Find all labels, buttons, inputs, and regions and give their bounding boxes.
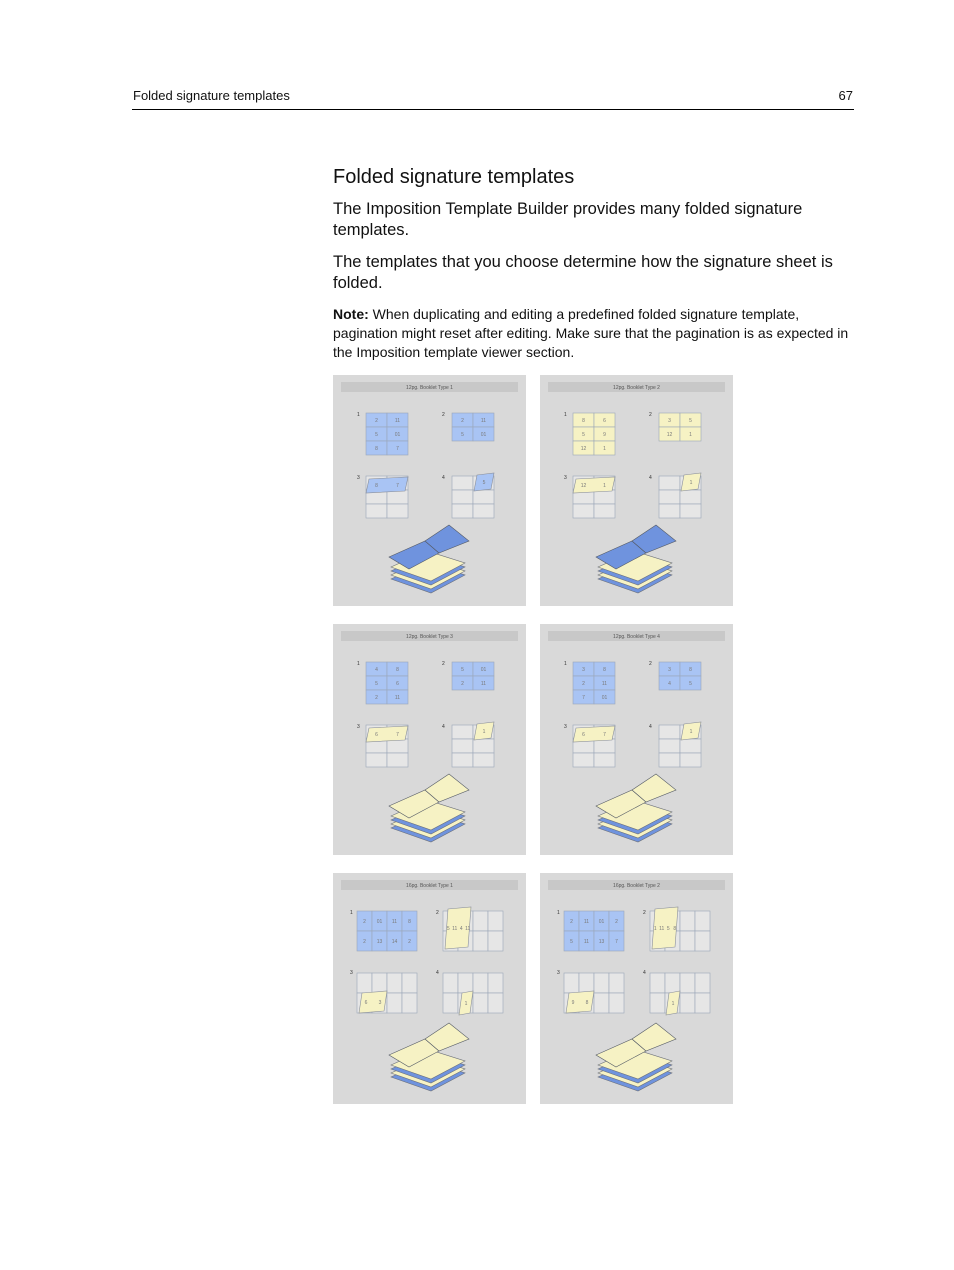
page-cell [594,504,615,518]
page-number-label: 12 [580,446,587,452]
page-number-label: 01 [480,432,487,438]
page-cell [473,490,494,504]
folded-flap [573,477,615,493]
step-2-sheet [659,413,701,441]
note [333,305,853,362]
page-number-label: 2 [363,939,366,945]
page-number-label: 1 [482,729,486,735]
page-cell [650,993,665,1013]
page-cell [452,490,473,504]
page-number-label: 7 [603,732,606,738]
step-1-sheet [573,413,615,455]
diagram-title: 12pg. Booklet Type 3 [406,634,453,640]
page-number-label: 1 [689,729,693,735]
page-number-label: 11 [601,681,608,687]
page-cell [659,725,680,739]
step-number: 1 [557,910,560,916]
step-number: 3 [357,475,360,481]
page-number-label: 9 [603,432,606,438]
page-number-label: 13 [376,939,383,945]
step-3-fold [573,477,615,493]
page-cell [594,490,615,504]
page-number-label: 01 [394,432,401,438]
step-1-sheet [573,662,615,704]
page-cell [680,911,695,931]
step-3-fold [573,726,615,742]
folded-signature-3d [389,525,469,593]
page-cell [443,993,458,1013]
fold-diagram [540,624,733,855]
page-cell [579,973,594,993]
page-number-label: 5 [375,681,378,687]
page-number-label: 11 [465,926,471,932]
page-number-label: 14 [391,939,398,945]
page-number-label: 8 [582,418,585,424]
fold-diagram-panel [333,873,526,1104]
folded-signature-3d [389,774,469,842]
step-number: 3 [350,970,353,976]
note-label: Note: [333,306,369,322]
fold-diagram-panel [333,624,526,855]
page-number-label: 3 [668,667,671,673]
page-number-label: 11 [583,939,590,945]
page-cell [680,504,701,518]
page-cell [372,973,387,993]
page-number-label: 2 [570,919,573,925]
page-number-label: 11 [394,418,401,424]
folded-signature-figures [333,375,733,1105]
folded-flap [366,477,408,493]
page-number-label: 11 [480,418,487,424]
running-header [133,88,853,104]
page-cell [564,973,579,993]
page-cell [488,973,503,993]
step-number: 1 [350,910,353,916]
page-cell [680,931,695,951]
page-cell [659,739,680,753]
page-cell [680,490,701,504]
step-number: 1 [564,412,567,418]
step-number: 4 [643,970,646,976]
folded-flap [359,991,387,1013]
page-number-label: 3 [668,418,671,424]
page-cell [387,739,408,753]
page-number-label: 2 [461,418,464,424]
fold-diagram-panel [540,375,733,606]
step-number: 1 [357,661,360,667]
step-4-fold [474,473,494,491]
step-number: 2 [649,661,652,667]
step-number: 3 [357,724,360,730]
folded-signature-3d [596,1023,676,1091]
fold-diagram-panel [540,624,733,855]
page-number-label: 7 [396,446,399,452]
page-number-label: 8 [603,667,606,673]
running-title: Folded signature templates [133,88,290,103]
page-number-label: 2 [461,681,464,687]
step-number: 2 [442,661,445,667]
step-3-fold [566,991,594,1013]
page-number-label: 1 [653,926,657,932]
folded-flap [366,726,408,742]
page-cell [357,973,372,993]
page-cell [473,973,488,993]
page-number-label: 5 [689,681,692,687]
page-number-label: 8 [408,919,411,925]
diagram-title: 12pg. Booklet Type 1 [406,385,453,391]
page-cell [680,993,695,1013]
fold-diagram [333,873,526,1104]
page-number-label: 11 [394,695,401,701]
page-cell [659,753,680,767]
page-number-label: 8 [673,926,677,932]
step-number: 4 [442,475,445,481]
page-number-label: 11 [583,919,590,925]
step-number: 2 [442,412,445,418]
folded-flap [566,991,594,1013]
page-cell [473,993,488,1013]
page-number-label: 2 [375,695,378,701]
page-cell [366,504,387,518]
page-number-label: 11 [452,926,458,932]
page-cell [366,753,387,767]
page-cell [387,973,402,993]
page-cell [473,931,488,951]
page-cell [680,973,695,993]
page-number-label: 8 [689,667,692,673]
page-number-label: 5 [482,480,486,486]
page-number-label: 1 [603,483,606,489]
page-cell [594,993,609,1013]
page-cell [695,911,710,931]
page-number-label: 7 [396,732,399,738]
page-cell [609,973,624,993]
section-title: Folded signature templates [333,166,575,188]
diagram-title: 16pg. Booklet Type 1 [406,883,453,889]
page-number-label: 4 [375,667,378,673]
intro-paragraph-2: The templates that you choose determine how the signature sheet is folded. [333,253,833,292]
folded-signature-3d [596,525,676,593]
step-2-sheet [452,413,494,441]
page-number-label: 01 [601,695,608,701]
page-cell [452,504,473,518]
fold-diagram [540,873,733,1104]
page-number-label: 6 [396,681,399,687]
page-number-label: 2 [582,681,585,687]
step-number: 4 [442,724,445,730]
page-cell [594,739,615,753]
diagram-title: 16pg. Booklet Type 2 [613,883,660,889]
page-number-label: 3 [582,667,585,673]
section-body [333,165,853,362]
step-1-sheet [366,662,408,704]
page-cell [473,739,494,753]
page-cell [452,725,473,739]
page-cell [473,753,494,767]
page-number-label: 7 [582,695,585,701]
page-number-label: 13 [598,939,605,945]
page-number-label: 6 [375,732,378,738]
page-cell [665,973,680,993]
page-number-label: 5 [461,432,464,438]
page-number-label: 1 [671,1001,675,1007]
page-number-label: 5 [446,926,450,932]
page-number-label: 5 [461,667,464,673]
page-number-label: 12 [666,432,673,438]
page-number-label: 01 [598,919,605,925]
step-1-sheet [564,911,624,951]
page-cell [387,993,402,1013]
step-number: 4 [436,970,439,976]
page-cell [452,753,473,767]
header-rule [132,109,854,110]
step-3-fold [359,991,387,1013]
page-number-label: 5 [375,432,378,438]
page-number-label: 01 [480,667,487,673]
step-4-fold [681,473,701,491]
page-cell [473,504,494,518]
page-cell [695,931,710,951]
page-number: 67 [838,88,853,103]
page-cell [458,973,473,993]
page-number-label: 6 [364,1000,368,1006]
step-2-sheet [452,662,494,690]
page-number-label: 2 [615,919,618,925]
page-number-label: 2 [408,939,411,945]
step-4-fold [681,722,701,740]
step-number: 2 [643,910,646,916]
page-cell [402,973,417,993]
page-number-label: 11 [480,681,487,687]
step-number: 2 [436,910,439,916]
page-cell [488,931,503,951]
diagram-title: 12pg. Booklet Type 2 [613,385,660,391]
page-cell [387,490,408,504]
diagram-title: 12pg. Booklet Type 4 [613,634,660,640]
page-number-label: 8 [375,483,378,489]
page-number-label: 5 [570,939,573,945]
page-number-label: 1 [689,432,692,438]
fold-diagram [540,375,733,606]
page-cell [473,911,488,931]
page-number-label: 5 [666,926,670,932]
step-2-fold [652,907,678,949]
page-cell [659,504,680,518]
page-cell [452,739,473,753]
page-number-label: 7 [396,483,399,489]
page-number-label: 12 [580,483,587,489]
intro-paragraph-1: The Imposition Template Builder provides many folded signature templates. [333,200,803,239]
page-number-label: 5 [582,432,585,438]
page-number-label: 4 [668,681,671,687]
page-cell [680,753,701,767]
page-number-label: 01 [376,919,383,925]
page-cell [443,973,458,993]
page-cell [573,504,594,518]
folded-flap [573,726,615,742]
step-number: 4 [649,724,652,730]
page-number-label: 1 [689,480,693,486]
step-number: 2 [649,412,652,418]
page-cell [650,973,665,993]
page-number-label: 6 [603,418,606,424]
step-4-fold [474,722,494,740]
page-cell [680,739,701,753]
page-cell [659,490,680,504]
page-cell [609,993,624,1013]
note-text: When duplicating and editing a predefined folded signature template, pagination might reset after editing. Make sure that the pagination is as expected in the Imposition template viewer section. [333,306,849,360]
fold-diagram-panel [333,375,526,606]
page-cell [659,476,680,490]
step-number: 3 [564,724,567,730]
step-1-sheet [366,413,408,455]
folded-signature-3d [596,774,676,842]
page-number-label: 11 [391,919,398,925]
page-cell [594,753,615,767]
page-cell [402,993,417,1013]
page-cell [594,973,609,993]
page-number-label: 11 [659,926,665,932]
page-number-label: 8 [396,667,399,673]
page-number-label: 6 [582,732,585,738]
page-number-label: 3 [378,1000,382,1006]
page-number-label: 5 [689,418,692,424]
page-cell [695,973,710,993]
step-number: 3 [557,970,560,976]
step-number: 4 [649,475,652,481]
page-number-label: 9 [571,1000,575,1006]
page-cell [387,504,408,518]
page-cell [488,993,503,1013]
page-number-label: 1 [603,446,606,452]
page-number-label: 2 [363,919,366,925]
page-cell [452,476,473,490]
step-number: 1 [564,661,567,667]
fold-diagram [333,624,526,855]
step-number: 3 [564,475,567,481]
page-cell [387,753,408,767]
fold-diagram [333,375,526,606]
step-3-fold [366,477,408,493]
step-2-sheet [659,662,701,690]
page-number-label: 7 [615,939,618,945]
page-number-label: 8 [375,446,378,452]
step-1-sheet [357,911,417,951]
step-2-fold [445,907,471,949]
page-cell [573,753,594,767]
step-number: 1 [357,412,360,418]
page-number-label: 2 [375,418,378,424]
page-number-label: 4 [459,926,463,932]
folded-signature-3d [389,1023,469,1091]
page-cell [695,993,710,1013]
fold-diagram-panel [540,873,733,1104]
page-number-label: 1 [464,1001,468,1007]
page-cell [488,911,503,931]
page-number-label: 8 [585,1000,589,1006]
step-3-fold [366,726,408,742]
